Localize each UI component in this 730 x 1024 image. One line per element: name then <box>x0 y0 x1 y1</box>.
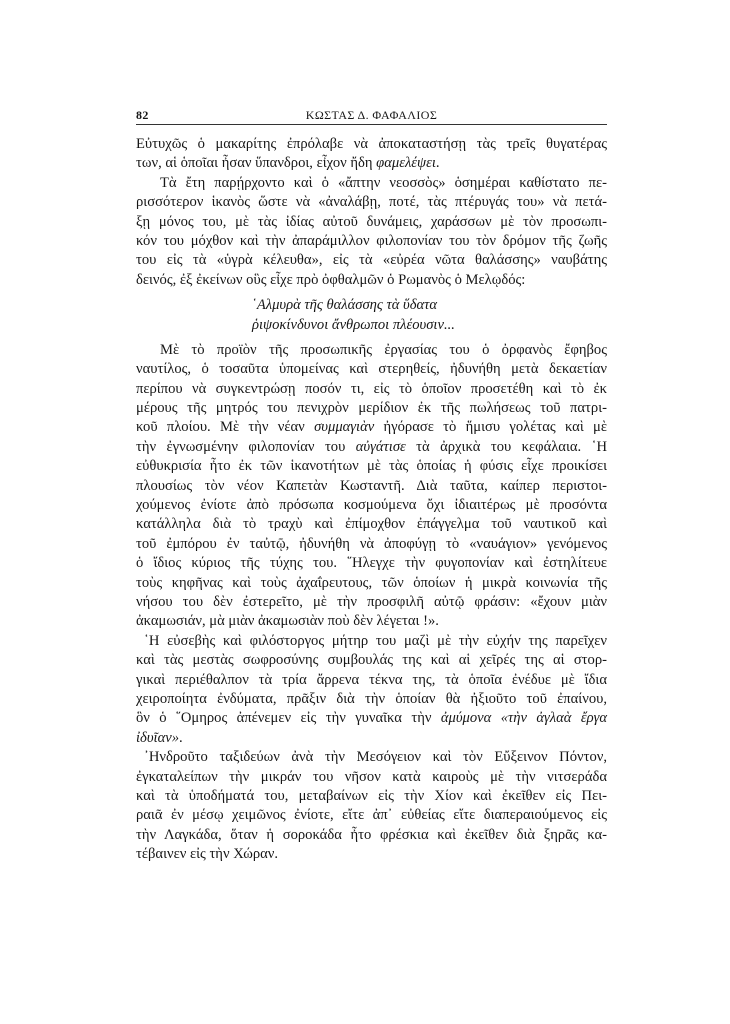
text-line: ῾Η εὐσεβὴς καὶ φιλόστοργος μήτηρ του μαζὶ μὲ τὴν εὐχήν της παρεῖχεν <box>144 632 607 649</box>
text-run: των, αἱ ὁποῖαι ἦσαν ὕπανδροι, εἶχον ἤδη <box>136 155 377 172</box>
running-head <box>136 108 607 124</box>
text-line: πλουσίως τὸν νέον Καπετὰν Κωσταντῆ. Διὰ ταῦτα, καίπερ περιστοι- <box>136 477 607 494</box>
verse-line: ῾Αλμυρὰ τῆς θαλάσσης τὰ ὕδατα <box>252 297 438 314</box>
text-line <box>136 729 607 748</box>
text-line: ᾿Ηνδροῦτο ταξιδεύων ἀνὰ τὴν Μεσόγειον καὶ τὸν Εὔξεινον Πόντον, <box>144 749 607 766</box>
text-line <box>136 154 607 173</box>
text-line: καὶ τὰ ὑποδήματά του, μεταβαίνων εἰς τὴν Χίον καὶ ἐκεῖθεν εἰς Πει- <box>136 787 607 804</box>
text-line: τοῦ ἐμπόρου ἐν ταὐτῷ, ἠδυνήθη νὰ ἀποφύγῃ τὸ «ναυάγιον» γενόμενος <box>136 535 607 552</box>
text-line: καὶ τὰς μεστὰς σωφροσύνης συμβουλάς της καὶ αἱ χεῖρές της αἱ στορ- <box>136 652 607 669</box>
text-line: χούμενος ἐνίοτε ἀπὸ πρόσωπα κοσμούμενα ὄχι ἰδιαιτέρως μὲ προσόντα <box>136 497 607 514</box>
italic-word: συμμαγιὰν <box>314 419 375 436</box>
text-run: ὃν ὁ ῞Ομηρος ἀπένεμεν εἰς τὴν γυναῖκα τὴν <box>136 710 441 727</box>
text-line: νήσου του δὲν ἐστερεῖτο, μὲ τὴν προσφιλῆ αὐτῷ φράσιν: «ἔχουν μιὰν <box>136 593 607 610</box>
text-line: περίπου νὰ συγκεντρώσῃ ποσόν τι, εἰς τὸ ὁποῖον προσετέθη καὶ τὸ ἐκ <box>136 380 607 397</box>
italic-phrase: ἰδυῖαν» <box>136 729 180 746</box>
text-line: τέβαινεν εἰς τὴν Χώραν. <box>136 846 279 863</box>
text-line: Τὰ ἔτη παρῄρχοντο καὶ ὁ «ἄπτην νεοσσὸς» ὁσημέραι καθίστατο πε- <box>160 174 607 191</box>
text-line: δεινός, ἐξ ἐκείνων οὓς εἶχε πρὸ ὀφθαλμῶν ὁ Ρωμανὸς ὁ Μελῳδός: <box>136 271 526 288</box>
text-line <box>136 438 607 457</box>
verse-line: ῥιψοκίνδυνοι ἄνθρωποι πλέουσιν... <box>252 316 455 333</box>
page-number: 82 <box>136 108 149 122</box>
text-line: τὴν Λαγκάδα, ὅταν ἡ σοροκάδα ἦτο φρέσκια καὶ ἐκεῖθεν διὰ ξηρᾶς κα- <box>136 826 607 843</box>
text-line: κόν του μόχθον καὶ τὴν ἀπαράμιλλον φιλοπονίαν του τὸν δρόμον τῆς ζωῆς <box>136 232 607 249</box>
header-rule <box>136 124 607 125</box>
text-run: . <box>179 729 183 746</box>
text-line: μέρους τῆς μητρός του πενιχρὸν μερίδιον ἐκ τῆς πωλήσεως τοῦ πατρι- <box>136 400 607 417</box>
text-line: ἀκαμωσιάν, μὰ μιὰν ἀκαμωσιὰν ποὺ δὲν λέγεται !». <box>136 613 439 630</box>
italic-phrase: ἀμύμονα «τὴν ἀγλαὰ ἔργα <box>440 710 607 727</box>
text-line: Μὲ τὸ προϊὸν τῆς προσωπικῆς ἐργασίας του ὁ ὀρφανὸς ἔφηβος <box>160 341 607 358</box>
text-line: ρισσότερον ἱκανὸς ὥστε νὰ «ἀναλάβῃ, ποτέ, τὰς πτέρυγάς του» νὰ πετά- <box>136 194 607 211</box>
text-line: ὁ ἴδιος κύριος τῆς τύχης του. ῞Ηλεγχε τὴν φυγοπονίαν καὶ ἐστηλίτευε <box>136 555 607 572</box>
text-line: χειροποίητα ἐνδύματα, πρᾶξιν διὰ τὴν ὁποίαν θὰ ἠξιοῦτο τοῦ ἐπαίνου, <box>136 690 607 707</box>
text-line: τοὺς κηφῆνας καὶ τοὺς ἀχαΐρευτους, τῶν ὁποίων ἡ μικρὰ κοινωνία τῆς <box>136 574 607 591</box>
italic-word: φαμελέψει <box>376 155 436 172</box>
text-line: ναυτίλος, ὁ τοσαῦτα ὑπομείνας καὶ στερηθείς, ἠδυνήθη μετὰ δεκαετίαν <box>136 361 607 378</box>
text-line <box>136 418 607 437</box>
body-text <box>136 135 607 864</box>
text-line: ραιᾶ ἐν μέσῳ χειμῶνος ἐνίοτε, εἴτε ἀπ᾿ εὐθείας εἴτε διαπεραιούμενος εἰς <box>136 807 607 824</box>
text-line: ἐγκαταλείπων τὴν μικράν του νῆσον κατὰ καιροὺς μὲ τὴν νιτσεράδα <box>136 768 607 785</box>
text-line: Εὐτυχῶς ὁ μακαρίτης ἐπρόλαβε νὰ ἀποκαταστήσῃ τὰς τρεῖς θυγατέρας <box>136 136 607 152</box>
text-line: εὐθυκρισία ἦτο ἐκ τῶν ἱκανοτήτων μὲ τὰς ὁποίας ἡ φύσις εἶχε προικίσει <box>136 458 607 475</box>
text-line: ξῃ μόνος του, μὲ τὰς ἰδίας αὐτοῦ δυνάμεις, χαράσσων μὲ τὸν προσωπι- <box>136 213 607 230</box>
text-run: . <box>435 155 440 172</box>
running-head-title: ΚΩΣΤΑΣ Δ. ΦΑΦΑΛΙΟΣ <box>305 108 438 122</box>
text-line <box>136 709 607 728</box>
text-run: ἠγόρασε τὸ ἥμισυ γολέτας καὶ μὲ <box>374 419 607 436</box>
text-line: του εἰς τὰ «ὑγρὰ κέλευθα», εἰς τὰ «εὐρέα νῶτα θαλάσσης» ναυβάτης <box>136 252 607 269</box>
text-run: κοῦ πλοίου. Μὲ τὴν νέαν <box>136 419 315 436</box>
italic-word: αὐγάτισε <box>355 438 406 455</box>
text-line: γικαὶ περιέθαλπον τὰ τρία ἄρρενα τέκνα της, τὰ ὁποῖα ἐνέδυε μὲ ἴδια <box>136 671 607 688</box>
text-run: τὴν ἐγνωσμένην φιλοπονίαν του <box>136 438 356 455</box>
text-line: κατάλληλα διὰ τὸ τραχὺ καὶ ἐπίμοχθον ἐπάγγελμα τοῦ ναυτικοῦ καὶ <box>136 516 607 533</box>
text-run: τὰ ἀρχικὰ του κεφάλαια. ῾Η <box>405 438 607 455</box>
